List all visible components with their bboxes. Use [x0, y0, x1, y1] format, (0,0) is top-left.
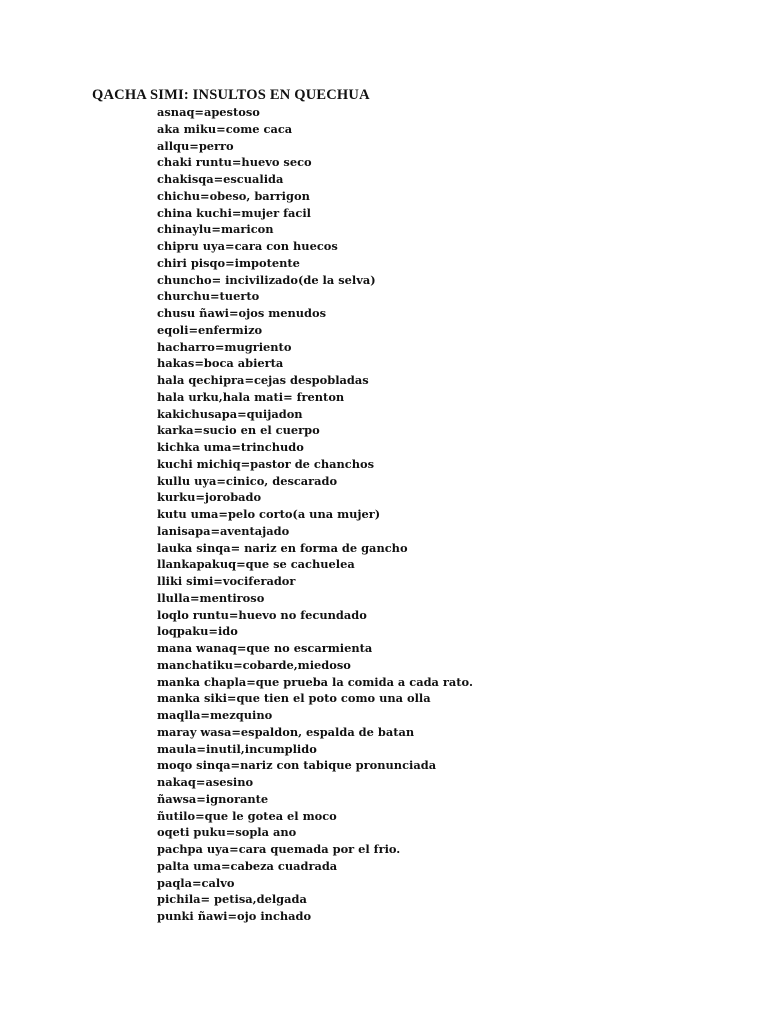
- list-item: kullu uya=cinico, descarado: [157, 473, 338, 488]
- list-item: asnaq=apestoso: [157, 105, 260, 119]
- list-item: paqla=calvo: [157, 875, 235, 890]
- list-item: maula=inutil,incumplido: [157, 741, 317, 756]
- list-item: chusu ñawi=ojos menudos: [157, 306, 327, 320]
- list-item: nakaq=asesino: [157, 775, 254, 789]
- document-title: QACHA SIMI: INSULTOS EN QUECHUA: [92, 87, 370, 103]
- list-item: chipru uya=cara con huecos: [157, 239, 338, 253]
- list-item: mana wanaq=que no escarmienta: [157, 641, 373, 655]
- list-item: lauka sinqa= nariz en forma de gancho: [157, 540, 408, 555]
- list-item: kutu uma=pelo corto(a una mujer): [157, 507, 381, 521]
- list-item: karka=sucio en el cuerpo: [157, 423, 320, 438]
- list-item: palta uma=cabeza cuadrada: [157, 858, 338, 873]
- list-item: kichka uma=trinchudo: [157, 440, 304, 454]
- list-item: ñawsa=ignorante: [157, 791, 269, 806]
- list-item: maqlla=mezquino: [157, 708, 273, 722]
- list-item: kakichusapa=quijadon: [157, 406, 303, 421]
- list-item: china kuchi=mujer facil: [157, 205, 311, 220]
- list-item: lanisapa=aventajado: [157, 523, 290, 538]
- list-item: loqlo runtu=huevo no fecundado: [157, 607, 367, 622]
- list-item: maray wasa=espaldon, espalda de batan: [157, 724, 415, 739]
- list-item: hala urku,hala mati= frenton: [157, 389, 345, 404]
- list-item: kuchi michiq=pastor de chanchos: [157, 456, 374, 471]
- list-item: aka miku=come caca: [157, 121, 293, 136]
- list-item: pichila= petisa,delgada: [157, 892, 307, 907]
- insult-list: [157, 104, 473, 925]
- list-item: punki ñawi=ojo inchado: [157, 909, 312, 923]
- list-item: manka chapla=que prueba la comida a cada rato.: [157, 674, 473, 689]
- list-item: chuncho= incivilizado(de la selva): [157, 272, 376, 287]
- list-item: chinaylu=maricon: [157, 222, 274, 237]
- list-item: hacharro=mugriento: [157, 339, 292, 354]
- list-item: kurku=jorobado: [157, 490, 262, 505]
- list-item: llankapakuq=que se cachuelea: [157, 557, 355, 572]
- list-item: ñutilo=que le gotea el moco: [157, 808, 337, 823]
- list-item: oqeti puku=sopla ano: [157, 825, 297, 840]
- list-item: chiri pisqo=impotente: [157, 255, 300, 270]
- list-item: moqo sinqa=nariz con tabique pronunciada: [157, 758, 437, 773]
- list-item: chakisqa=escualida: [157, 172, 284, 186]
- list-item: chaki runtu=huevo seco: [157, 155, 312, 170]
- list-item: loqpaku=ido: [157, 624, 238, 639]
- list-item: hakas=boca abierta: [157, 356, 284, 371]
- list-item: manchatiku=cobarde,miedoso: [157, 657, 351, 672]
- list-item: hala qechipra=cejas despobladas: [157, 373, 369, 387]
- list-item: chichu=obeso, barrigon: [157, 188, 310, 203]
- list-item: allqu=perro: [157, 138, 234, 153]
- list-item: pachpa uya=cara quemada por el frio.: [157, 842, 401, 856]
- list-item: llulla=mentiroso: [157, 590, 265, 605]
- list-item: lliki simi=vociferador: [157, 574, 296, 588]
- list-item: eqoli=enfermizo: [157, 322, 263, 337]
- list-item: manka siki=que tien el poto como una olla: [157, 691, 431, 706]
- list-item: churchu=tuerto: [157, 289, 260, 304]
